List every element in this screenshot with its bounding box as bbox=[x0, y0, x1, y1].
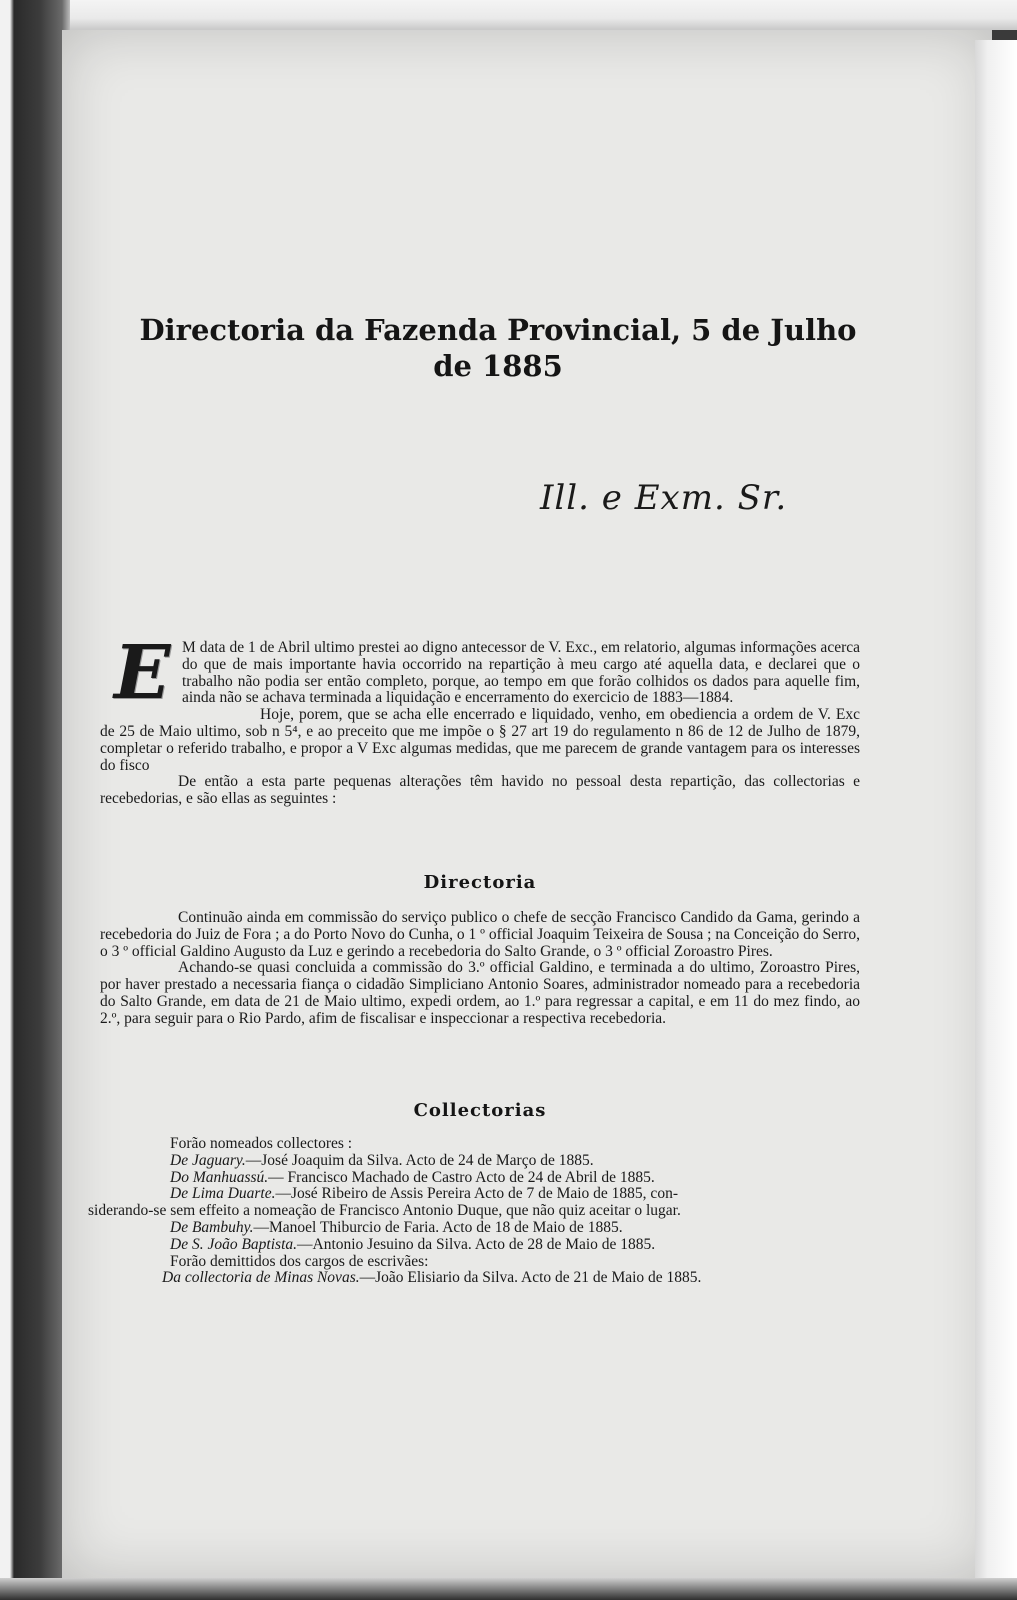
entry-text: —Antonio Jesuino da Silva. Acto de 28 de Maio de 1885. bbox=[297, 1235, 656, 1253]
entry-place: Do Manhuassú. bbox=[170, 1168, 269, 1186]
scan-border-top bbox=[0, 0, 1017, 30]
scan-border-bottom bbox=[0, 1578, 1017, 1600]
entry-text: —José Ribeiro de Assis Pereira Acto de 7 de Maio de 1885, con- bbox=[275, 1185, 678, 1203]
entry-text: —João Elisiario da Silva. Acto de 21 de Maio de 1885. bbox=[359, 1269, 702, 1287]
entry-continuation: siderando-se sem effeito a nomeação de Francisco Antonio Duque, que não quiz aceitar o lugar. bbox=[88, 1202, 681, 1220]
list-item bbox=[100, 1237, 860, 1254]
entry-place: De Lima Duarte. bbox=[170, 1185, 276, 1203]
title-line-1: Directoria da Fazenda Provincial, 5 de Julho bbox=[139, 313, 857, 347]
section-heading-directoria: Directoria bbox=[423, 872, 537, 893]
intro-paragraph-3: De então a esta parte pequenas alterações têm havido no pessoal desta repartição, das collectorias e recebedorias, e são ellas as seguintes : bbox=[100, 773, 860, 808]
list-item bbox=[100, 1170, 860, 1187]
entry-place: De Jaguary. bbox=[170, 1151, 246, 1169]
directoria-section bbox=[100, 910, 860, 1028]
entry-text: —José Joaquim da Silva. Acto de 24 de Março de 1885. bbox=[245, 1151, 594, 1169]
intro-section bbox=[100, 630, 860, 808]
entry-place: De Bambuhy. bbox=[170, 1218, 254, 1236]
entry-place: Da collectoria de Minas Novas. bbox=[162, 1269, 360, 1287]
ornamental-dropcap: E bbox=[114, 630, 171, 716]
collectorias-section bbox=[88, 1135, 860, 1287]
intro-paragraph-2: Hoje, porem, que se acha elle encerrado e liquidado, venho, em obediencia a ordem de V. Exc de 25 de Maio ultimo, sob n 5⁴, e ao preceito que me impõe o § 27 art 19 do regulamento n 86 de 12 de Julho de 1879, completar o referido trabalho, e propor a V Exc algumas medidas, que me parecem de grande vantagem para os interesses do fisco bbox=[100, 706, 860, 774]
list-item bbox=[100, 1153, 860, 1170]
entry-place: De S. João Baptista. bbox=[170, 1235, 297, 1253]
intro-paragraph-1: M data de 1 de Abril ultimo prestei ao digno antecessor de V. Exc., em relatorio, algumas informações acerca do que de mais importante havia occorrido na repartição à meu cargo até aquella data, e declarei que o trabalho não podia ser então completo, porque, ao tempo em que forão colhidos os dados para aquelle fim, ainda não se achava terminada a liquidação e encerramento do exercicio de 1883—1884. bbox=[182, 639, 860, 707]
title-line-2: de 1885 bbox=[433, 349, 563, 383]
document-title bbox=[118, 312, 878, 384]
section-heading-collectorias: Collectorias bbox=[413, 1100, 547, 1121]
directoria-paragraph-1: Continuão ainda em commissão do serviço publico o chefe de secção Francisco Candido da Gama, gerindo a recebedoria do Juiz de Fora ; a do Porto Novo do Cunha, o 1 º official Joaquim Teixeira de Sousa ; na Conceição do Serro, o 3 º official Galdino Augusto da Luz e gerindo a recebedoria do Salto Grande, o 3 º official Zoroastro Pires. bbox=[100, 909, 860, 960]
nomeados-label: Forão nomeados collectores : bbox=[170, 1135, 353, 1152]
demittidos-label: Forão demittidos dos cargos de escrivães: bbox=[170, 1252, 429, 1270]
entry-text: —Manoel Thiburcio de Faria. Acto de 18 de Maio de 1885. bbox=[253, 1218, 623, 1236]
list-item bbox=[100, 1186, 860, 1203]
scan-border-right bbox=[975, 40, 1017, 1580]
list-item bbox=[100, 1270, 860, 1287]
list-item bbox=[100, 1220, 860, 1237]
directoria-paragraph-2: Achando-se quasi concluida a commissão do 3.º official Galdino, e terminada a do ultimo, Zoroastro Pires, por haver prestado a necessaria fiança o cidadão Simpliciano Antonio Soares, administrador nomeado para a recebedoria do Salto Grande, em data de 21 de Maio ultimo, expedi ordem, ao 1.º para regressar a capital, e em 11 do mez findo, ao 2.º, para seguir para o Rio Pardo, afim de fiscalisar e inspeccionar a respectiva recebedoria. bbox=[100, 959, 860, 1027]
entry-text: — Francisco Machado de Castro Acto de 24 de Abril de 1885. bbox=[268, 1168, 655, 1186]
scan-border-left bbox=[0, 0, 70, 1600]
salutation: Ill. e Exm. Sr. bbox=[540, 478, 788, 518]
